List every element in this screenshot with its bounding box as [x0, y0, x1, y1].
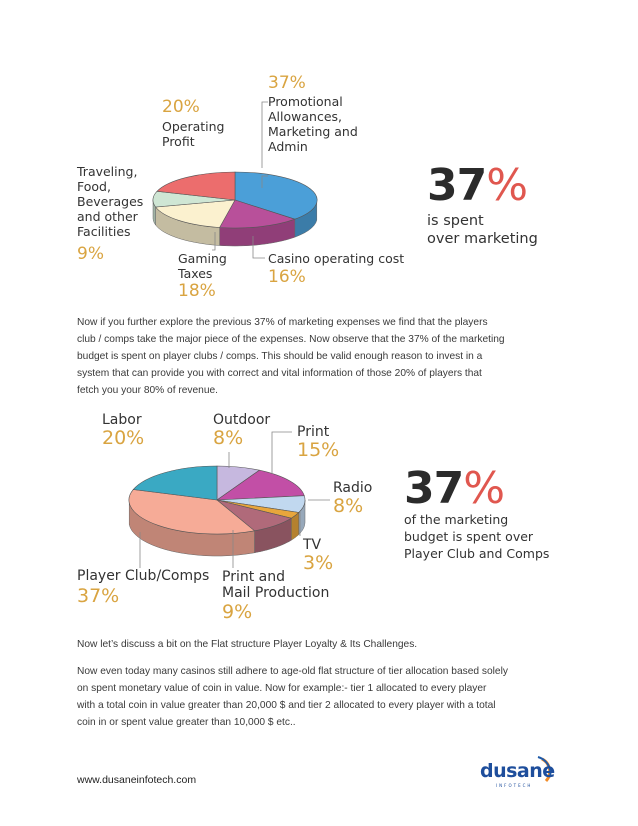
- dusane-logo: [480, 755, 560, 791]
- logo-subtext: INFOTECH: [496, 783, 533, 788]
- player-club-percent: 37%: [77, 585, 120, 607]
- promo-label: Promotional Allowances, Marketing and Admin: [268, 94, 358, 154]
- tv-label: TV: [303, 537, 322, 553]
- callout1-text: is spent over marketing: [427, 213, 538, 247]
- profit-percent: 20%: [162, 97, 200, 117]
- logo-text: dusane: [480, 760, 555, 782]
- labor-label: Labor: [102, 412, 142, 428]
- gaming-percent: 18%: [178, 281, 216, 301]
- paragraph-1: Now if you further explore the previous 37% of marketing expenses we find that the players club / comps take the major piece of the expenses. Now observe that the 37% of the marketing budget is spent on player clubs / comps. This should be valid enough reason to invest in a system that can provide you with correct and vital information of those 20% of players that fetch you your 80% of revenue.: [77, 317, 505, 396]
- radio-label: Radio: [333, 480, 373, 496]
- profit-label: Operating Profit: [162, 119, 225, 149]
- gaming-label: Gaming Taxes: [178, 251, 227, 281]
- paragraph-3: Now even today many casinos still adhere to age-old flat structure of tier allocation based solely on spent monetary value of coin in value. Now for example:- tier 1 allocated to every player with a total coin in value greater than 20,000 $ and tier 2 allocated to every player with a total coin in or spent value greater than 10,000 $ etc..: [77, 666, 508, 728]
- promo-percent: 37%: [268, 73, 306, 93]
- print-mail-label: Print and Mail Production: [222, 569, 330, 601]
- tv-percent: 3%: [303, 552, 334, 574]
- labor-percent: 20%: [102, 427, 145, 449]
- travel-percent: 9%: [77, 244, 104, 264]
- paragraph-2: Now let’s discuss a bit on the Flat structure Player Loyalty & Its Challenges.: [77, 639, 418, 650]
- casino-percent: 16%: [268, 267, 306, 287]
- player-club-label: Player Club/Comps: [77, 568, 210, 584]
- outdoor-percent: 8%: [213, 427, 244, 449]
- print-label: Print: [297, 424, 330, 440]
- radio-percent: 8%: [333, 495, 364, 517]
- callout2-big-number: 37%: [404, 463, 505, 514]
- casino-label: Casino operating cost: [268, 251, 405, 266]
- outdoor-label: Outdoor: [213, 412, 271, 428]
- footer-url[interactable]: www.dusaneinfotech.com: [77, 774, 197, 786]
- callout1-big-number: 37%: [427, 160, 528, 211]
- travel-label: Traveling, Food, Beverages and other Facilities: [77, 164, 144, 239]
- callout2-text: of the marketing budget is spent over Player Club and Comps: [404, 512, 550, 561]
- print-percent: 15%: [297, 439, 340, 461]
- print-mail-percent: 9%: [222, 601, 253, 623]
